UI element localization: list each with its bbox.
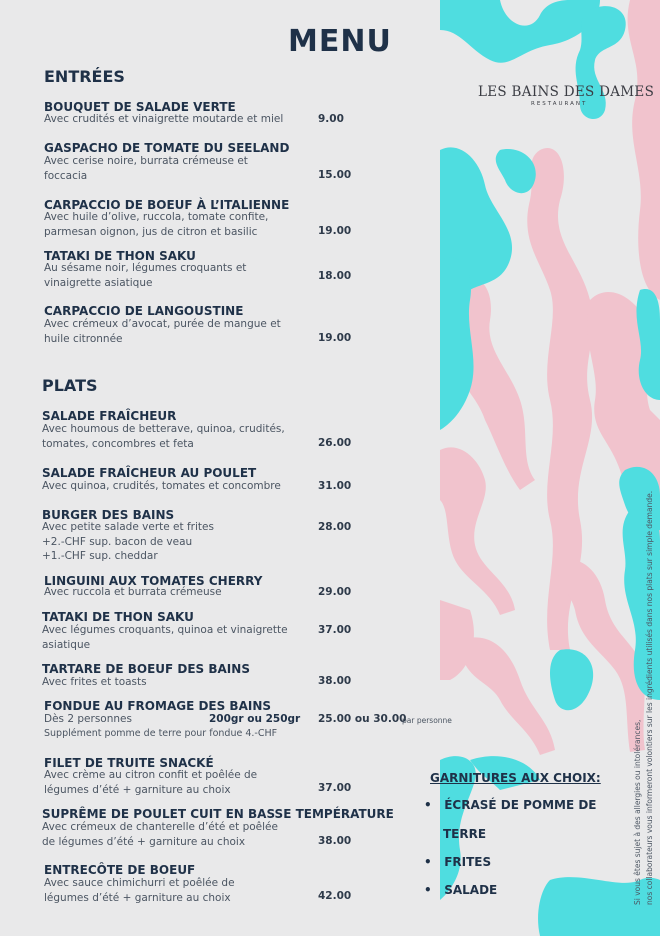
restaurant-logo-subtitle: RESTAURANT [531, 101, 588, 107]
allergy-note-line1: Si vous êtes sujet à des allergies ou intolérances, [633, 719, 642, 905]
dish-description: Avec sauce chimichurri et poêlée de légumes d’été + garniture au choix [44, 877, 235, 904]
dish-name: SUPRÊME DE POULET CUIT EN BASSE TEMPÉRATURE [42, 807, 394, 821]
dish-price: 29.00 [318, 586, 352, 598]
garniture-label: SALADE [444, 883, 498, 897]
dish-description: Avec huile d’olive, ruccola, tomate confite, parmesan oignon, jus de citron et basilic [44, 211, 269, 238]
dish-price: 37.00 [318, 624, 352, 636]
dish-price: 37.00 [318, 782, 352, 794]
dish-name: TATAKI DE THON SAKU [42, 610, 194, 624]
dish-weight: 200gr ou 250gr [209, 713, 301, 725]
dish-name: GASPACHO DE TOMATE DU SEELAND [44, 141, 290, 155]
dish-price: 38.00 [318, 675, 352, 687]
dish-price: 19.00 [318, 225, 352, 237]
dish-description: Avec quinoa, crudités, tomates et concombre [42, 480, 281, 492]
allergy-note-line2: nos collaborateurs vous informeront volontiers sur les ingrédients utilisés dans nos plats sur simple demande. [645, 490, 654, 905]
garniture-item: • FRITES [424, 855, 492, 869]
dish-name: SALADE FRAÎCHEUR [42, 409, 177, 423]
dish-name: BURGER DES BAINS [42, 508, 175, 522]
dish-price: 19.00 [318, 332, 352, 344]
dish-name: FONDUE AU FROMAGE DES BAINS [44, 699, 272, 713]
dish-description: Avec ruccola et burrata crémeuse [44, 586, 222, 598]
dish-description: Dès 2 personnes [44, 713, 132, 725]
dish-price: 38.00 [318, 835, 352, 847]
garniture-item-continued: TERRE [443, 827, 487, 841]
dish-name: CARPACCIO DE LANGOUSTINE [44, 304, 244, 318]
garniture-label: FRITES [444, 855, 492, 869]
dish-description: Avec légumes croquants, quinoa et vinaigrette asiatique [42, 624, 288, 651]
dish-price: 18.00 [318, 270, 352, 282]
dish-name: CARPACCIO DE BOEUF À L’ITALIENNE [44, 198, 290, 212]
dish-description: Avec houmous de betterave, quinoa, crudités, tomates, concombres et feta [42, 423, 285, 450]
dish-name: TATAKI DE THON SAKU [44, 249, 196, 263]
dish-description: Avec crémeux de chanterelle d’été et poêlée de légumes d’été + garniture au choix [42, 821, 278, 848]
section-heading-plats: PLATS [42, 376, 98, 395]
dish-name: SALADE FRAÎCHEUR AU POULET [42, 466, 257, 480]
price-unit: par personne [402, 716, 452, 725]
dish-price: 28.00 [318, 521, 352, 533]
dish-description: Avec cerise noire, burrata crémeuse et foccacia [44, 155, 248, 182]
dish-description: Avec petite salade verte et frites [42, 521, 214, 533]
dish-name: ENTRECÔTE DE BOEUF [44, 863, 196, 877]
dish-name: FILET DE TRUITE SNACKÉ [44, 756, 214, 770]
dish-price: 26.00 [318, 437, 352, 449]
dish-description: Avec crémeux d’avocat, purée de mangue et huile citronnée [44, 318, 281, 345]
restaurant-logo: LES BAINS DES DAMES [478, 84, 655, 100]
dish-note: Supplément pomme de terre pour fondue 4.-CHF [44, 728, 278, 739]
dish-name: TARTARE DE BOEUF DES BAINS [42, 662, 250, 676]
section-heading-entrees: ENTRÉES [44, 67, 125, 86]
dish-description: Au sésame noir, légumes croquants et vinaigrette asiatique [44, 262, 247, 289]
dish-name: LINGUINI AUX TOMATES CHERRY [44, 574, 263, 588]
coral-decoration [440, 0, 660, 936]
garnitures-title: GARNITURES AUX CHOIX: [430, 771, 601, 785]
garniture-item: • SALADE [424, 883, 498, 897]
dish-price: 31.00 [318, 480, 352, 492]
page-title: MENU [288, 24, 392, 59]
garniture-label: ÉCRASÉ DE POMME DE [444, 798, 597, 812]
dish-description: Avec crème au citron confit et poêlée de légumes d’été + garniture au choix [44, 769, 258, 796]
dish-price: 42.00 [318, 890, 352, 902]
dish-price: 9.00 [318, 113, 344, 125]
dish-description: Avec frites et toasts [42, 676, 147, 688]
dish-price: 25.00 ou 30.00 [318, 713, 407, 725]
dish-price: 15.00 [318, 169, 352, 181]
garniture-item: • ÉCRASÉ DE POMME DE [424, 798, 597, 812]
dish-option: +1.-CHF sup. cheddar [42, 550, 158, 562]
dish-description: Avec crudités et vinaigrette moutarde et miel [44, 113, 284, 125]
dish-name: BOUQUET DE SALADE VERTE [44, 100, 236, 114]
dish-option: +2.-CHF sup. bacon de veau [42, 536, 193, 548]
